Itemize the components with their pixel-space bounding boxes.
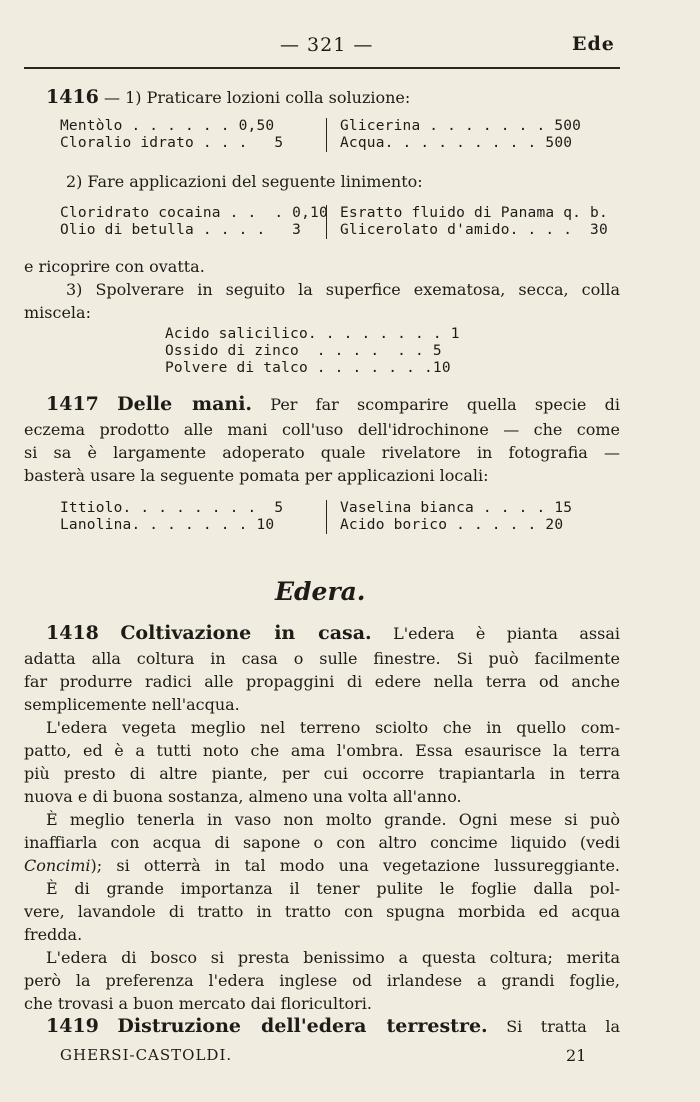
entry-number: 1416 — [46, 86, 99, 108]
text-line: adatta alla coltura in casa o sulle finestre. Si può facilmente — [24, 649, 620, 668]
text-line: eczema prodotto alle mani coll'uso dell'idrochinone — che come — [24, 420, 620, 439]
text-line: L'edera di bosco si presta benissimo a questa coltura; merita — [46, 948, 620, 967]
entry-title: Distruzione dell'edera terrestre. — [117, 1015, 488, 1037]
recipe-1-right — [340, 118, 581, 152]
entry-title: Coltivazione in casa. — [120, 622, 372, 644]
text-line: inaffiarla con acqua di sapone o con altro concime liquido (vedi — [24, 833, 620, 852]
recipe-line: Lanolina. . . . . . . 10 — [60, 517, 275, 533]
recipe-line: Acqua. . . . . . . . . 500 — [340, 135, 573, 151]
entry-intro: — 1) Praticare lozioni colla soluzione: — [103, 88, 411, 107]
recipe-line: Cloralio idrato . . . 5 — [60, 135, 284, 151]
cross-reference: Concimi — [24, 856, 91, 875]
text-line: È meglio tenerla in vaso non molto grande. Ogni mese si può — [46, 810, 620, 829]
recipe-line: Vaselina bianca . . . . 15 — [340, 500, 573, 516]
footer-author: GHERSI-CASTOLDI. — [60, 1046, 233, 1064]
text-line: fredda. — [24, 925, 83, 944]
entry-1416-after: e ricoprire con ovatta. — [24, 257, 205, 276]
text-line: patto, ed è a tutti noto che ama l'ombra. Essa esaurisce la terra — [24, 741, 620, 760]
entry-number: 1419 — [46, 1015, 99, 1037]
recipe-3 — [165, 326, 460, 377]
text-line: È di grande importanza il tener pulite le foglie dalla pol- — [46, 879, 620, 898]
text-fragment: ); si otterrà in tal modo una vegetazione lussureggiante. — [90, 856, 620, 875]
recipe-line: Mentòlo . . . . . . 0,50 — [60, 118, 275, 134]
recipe-2-left — [60, 205, 328, 239]
text-line: L'edera è pianta assai — [393, 624, 620, 643]
text-line: che trovasi a buon mercato dai floricultori. — [24, 994, 373, 1013]
entry-1416-step3-cont: miscela: — [24, 303, 91, 322]
recipe-1-left — [60, 118, 283, 152]
text-line: far produrre radici alle propaggini di edere nella terra od anche — [24, 672, 620, 691]
recipe-line: Olio di betulla . . . . 3 — [60, 222, 302, 238]
footer-signature: 21 — [566, 1046, 587, 1065]
text-line: semplicemente nell'acqua. — [24, 695, 240, 714]
text-line: Si tratta la — [506, 1017, 620, 1036]
text-line: più presto di altre piante, per cui occorre trapiantarla in terra — [24, 764, 620, 783]
text-line: L'edera vegeta meglio nel terreno sciolto che in quello com- — [46, 718, 620, 737]
page-number: — 321 — — [280, 34, 374, 56]
text-line: però la preferenza l'edera inglese od irlandese a grandi foglie, — [24, 971, 620, 990]
header-rule — [24, 67, 620, 69]
text-line: si sa è largamente adoperato quale rivelatore in fotografia — — [24, 443, 620, 462]
recipe-line: Glicerolato d'amido. . . . 30 — [340, 222, 608, 238]
section-title: Edera. — [275, 577, 366, 606]
text-line: vere, lavandole di tratto in tratto con spugna morbida ed acqua — [24, 902, 620, 921]
recipe-line: Glicerina . . . . . . . 500 — [340, 118, 582, 134]
recipe-2-right — [340, 205, 608, 239]
recipe-line: Ossido di zinco . . . . . . 5 — [165, 343, 442, 359]
table-divider — [326, 500, 327, 534]
recipe-4-right — [340, 500, 572, 534]
recipe-line: Polvere di talco . . . . . . .10 — [165, 360, 451, 376]
text-line — [24, 854, 620, 877]
entry-number: 1417 — [46, 393, 99, 415]
text-line: Per far scomparire quella specie di — [270, 395, 620, 414]
recipe-line: Acido borico . . . . . 20 — [340, 517, 564, 533]
recipe-line: Acido salicilico. . . . . . . . 1 — [165, 326, 460, 342]
entry-number: 1418 — [46, 622, 99, 644]
recipe-line: Esratto fluido di Panama q. b. — [340, 205, 608, 221]
entry-1419-heading — [46, 1015, 620, 1038]
running-header-keyword: Ede — [572, 33, 615, 55]
entry-1416-step2: 2) Fare applicazioni del seguente linimento: — [66, 172, 423, 191]
entry-1418-heading — [46, 622, 620, 645]
recipe-4-left — [60, 500, 283, 534]
entry-1416-heading — [46, 86, 410, 109]
entry-1416-step3: 3) Spolverare in seguito la superfice exematosa, secca, colla — [66, 280, 620, 299]
text-line: basterà usare la seguente pomata per applicazioni locali: — [24, 466, 489, 485]
entry-1417-heading — [46, 393, 620, 416]
recipe-line: Cloridrato cocaina . . . 0,10 — [60, 205, 328, 221]
recipe-line: Ittiolo. . . . . . . . 5 — [60, 500, 284, 516]
table-divider — [326, 205, 327, 239]
table-divider — [326, 118, 327, 152]
text-line: nuova e di buona sostanza, almeno una volta all'anno. — [24, 787, 462, 806]
entry-title: Delle mani. — [117, 393, 253, 415]
